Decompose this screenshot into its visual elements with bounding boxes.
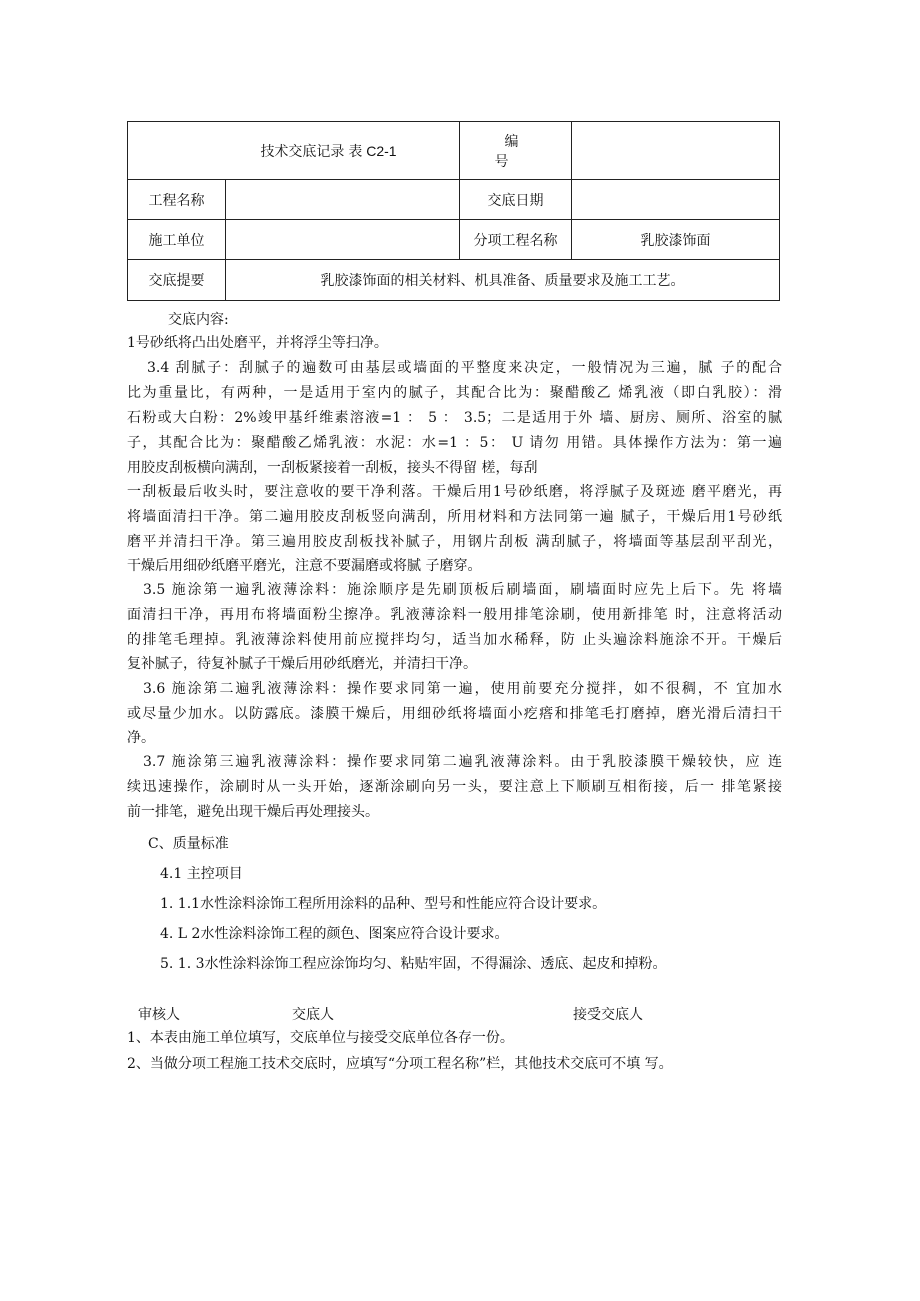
content-line: 将墙面清扫干净。第二遍用胶皮刮板竖向满刮，所用材料和方法同第一遍 腻子，干燥后用1号砂纸 xyxy=(127,509,782,525)
receiver-label: 接受交底人 xyxy=(573,1007,643,1023)
code-label-cell xyxy=(460,122,572,180)
quality-item: 4. L 2水性涂料涂饰工程的颜色、图案应符合设计要求。 xyxy=(160,926,509,942)
content-line: 比为重量比，有两种，一是适用于室内的腻子，其配合比为：聚醋酸乙 烯乳液（即白乳胶）：滑 xyxy=(127,385,782,401)
form-title-cell xyxy=(128,122,460,180)
handover-date-value[interactable] xyxy=(572,180,780,220)
summary-value[interactable]: 乳胶漆饰面的相关材料、机具准备、质量要求及施工工艺。 xyxy=(226,260,780,301)
project-name-label: 工程名称 xyxy=(128,180,226,220)
content-line: 3.6 施涂第二遍乳液薄涂料：操作要求同第一遍，使用前要充分搅拌，如不很稠，不 宜加水 xyxy=(143,681,782,697)
content-line: 3.7 施涂第三遍乳液薄涂料：操作要求同第二遍乳液薄涂料。由于乳胶漆膜干燥较快，应 连 xyxy=(143,754,782,770)
content-line: 3.4 刮腻子：刮腻子的遍数可由基层或墙面的平整度来决定，一般情况为三遍，腻 子的配合 xyxy=(147,360,782,376)
code-value[interactable] xyxy=(572,122,780,180)
content-line: 复补腻子，待复补腻子干燥后用砂纸磨光，并清扫干净。 xyxy=(127,656,477,672)
main-control-heading: 4.1 主控项目 xyxy=(160,866,243,882)
discloser-label: 交底人 xyxy=(292,1007,334,1023)
code-label: 编 号 xyxy=(494,133,547,170)
quality-standard-heading: C、质量标准 xyxy=(148,836,229,852)
footnote: 1、本表由施工单位填写，交底单位与接受交底单位各存一份。 xyxy=(127,1030,514,1046)
content-line: 面清扫干净，再用布将墙面粉尘擦净。乳液薄涂料一般用排笔涂刷，使用新排笔 时，注意将活动 xyxy=(127,607,782,623)
content-line: 1号砂纸将凸出处磨平，并将浮尘等扫净。 xyxy=(127,335,388,351)
content-line: 的排笔毛理掉。乳液薄涂料使用前应搅拌均匀，适当加水稀释，防 止头遍涂料施涂不开。干燥后 xyxy=(127,632,782,648)
subitem-label: 分项工程名称 xyxy=(460,220,572,260)
content-line: 前一排笔，避免出现干燥后再处理接头。 xyxy=(127,804,379,820)
content-line: 或尽量少加水。以防露底。漆膜干燥后，用细砂纸将墙面小疙瘩和排笔毛打磨掉，磨光滑后清扫干 xyxy=(127,706,782,722)
reviewer-label: 审核人 xyxy=(138,1007,180,1023)
handover-date-label: 交底日期 xyxy=(460,180,572,220)
handover-form-table xyxy=(127,121,780,301)
content-line: 干燥后用细砂纸磨平磨光，注意不要漏磨或将腻 子磨穿。 xyxy=(127,558,482,574)
summary-label: 交底提要 xyxy=(128,260,226,301)
content-line: 续迅速操作，涂刷时从一头开始，逐渐涂刷向另一头，要注意上下顺刷互相衔接，后一 排笔紧接 xyxy=(127,779,782,795)
content-line: 3.5 施涂第一遍乳液薄涂料：施涂顺序是先刷顶板后刷墙面，刷墙面时应先上后下。先 将墙 xyxy=(143,582,782,598)
construction-unit-value[interactable] xyxy=(226,220,460,260)
subitem-value[interactable]: 乳胶漆饰面 xyxy=(572,220,780,260)
content-line: 子，其配合比为：聚醋酸乙烯乳液：水泥：水=1 ：5： U 请勿 用错。具体操作方法为：第一遍 xyxy=(127,435,782,451)
content-line: 石粉或大白粉：2%竣甲基纤维素溶液=1 ： 5 ： 3.5；二是适用于外 墙、厨房、厕所、浴室的腻 xyxy=(127,410,782,426)
quality-item: 5. 1. 3水性涂料涂饰工程应涂饰均匀、粘贴牢固，不得漏涂、透底、起皮和掉粉。 xyxy=(160,956,667,972)
construction-unit-label: 施工单位 xyxy=(128,220,226,260)
quality-item: 1. 1.1水性涂料涂饰工程所用涂料的品种、型号和性能应符合设计要求。 xyxy=(160,896,607,912)
content-line: 一刮板最后收头时，要注意收的要干净利落。干燥后用1号砂纸磨，将浮腻子及斑迹 磨平磨光，再 xyxy=(127,484,782,500)
project-name-value[interactable] xyxy=(226,180,460,220)
content-line: 用胶皮刮板横向满刮，一刮板紧接着一刮板，接头不得留 槎，每刮 xyxy=(127,460,538,476)
footnote: 2、当做分项工程施工技术交底时，应填写“分项工程名称”栏，其他技术交底可不填 写。 xyxy=(127,1056,673,1072)
content-line: 磨平并清扫干净。第三遍用胶皮刮板找补腻子，用钢片刮板 满刮腻子，将墙面等基层刮平刮光， xyxy=(127,534,782,550)
content-line: 净。 xyxy=(127,730,155,746)
content-heading: 交底内容: xyxy=(168,312,229,328)
form-title: 技术交底记录 表 C2-1 xyxy=(260,142,397,159)
